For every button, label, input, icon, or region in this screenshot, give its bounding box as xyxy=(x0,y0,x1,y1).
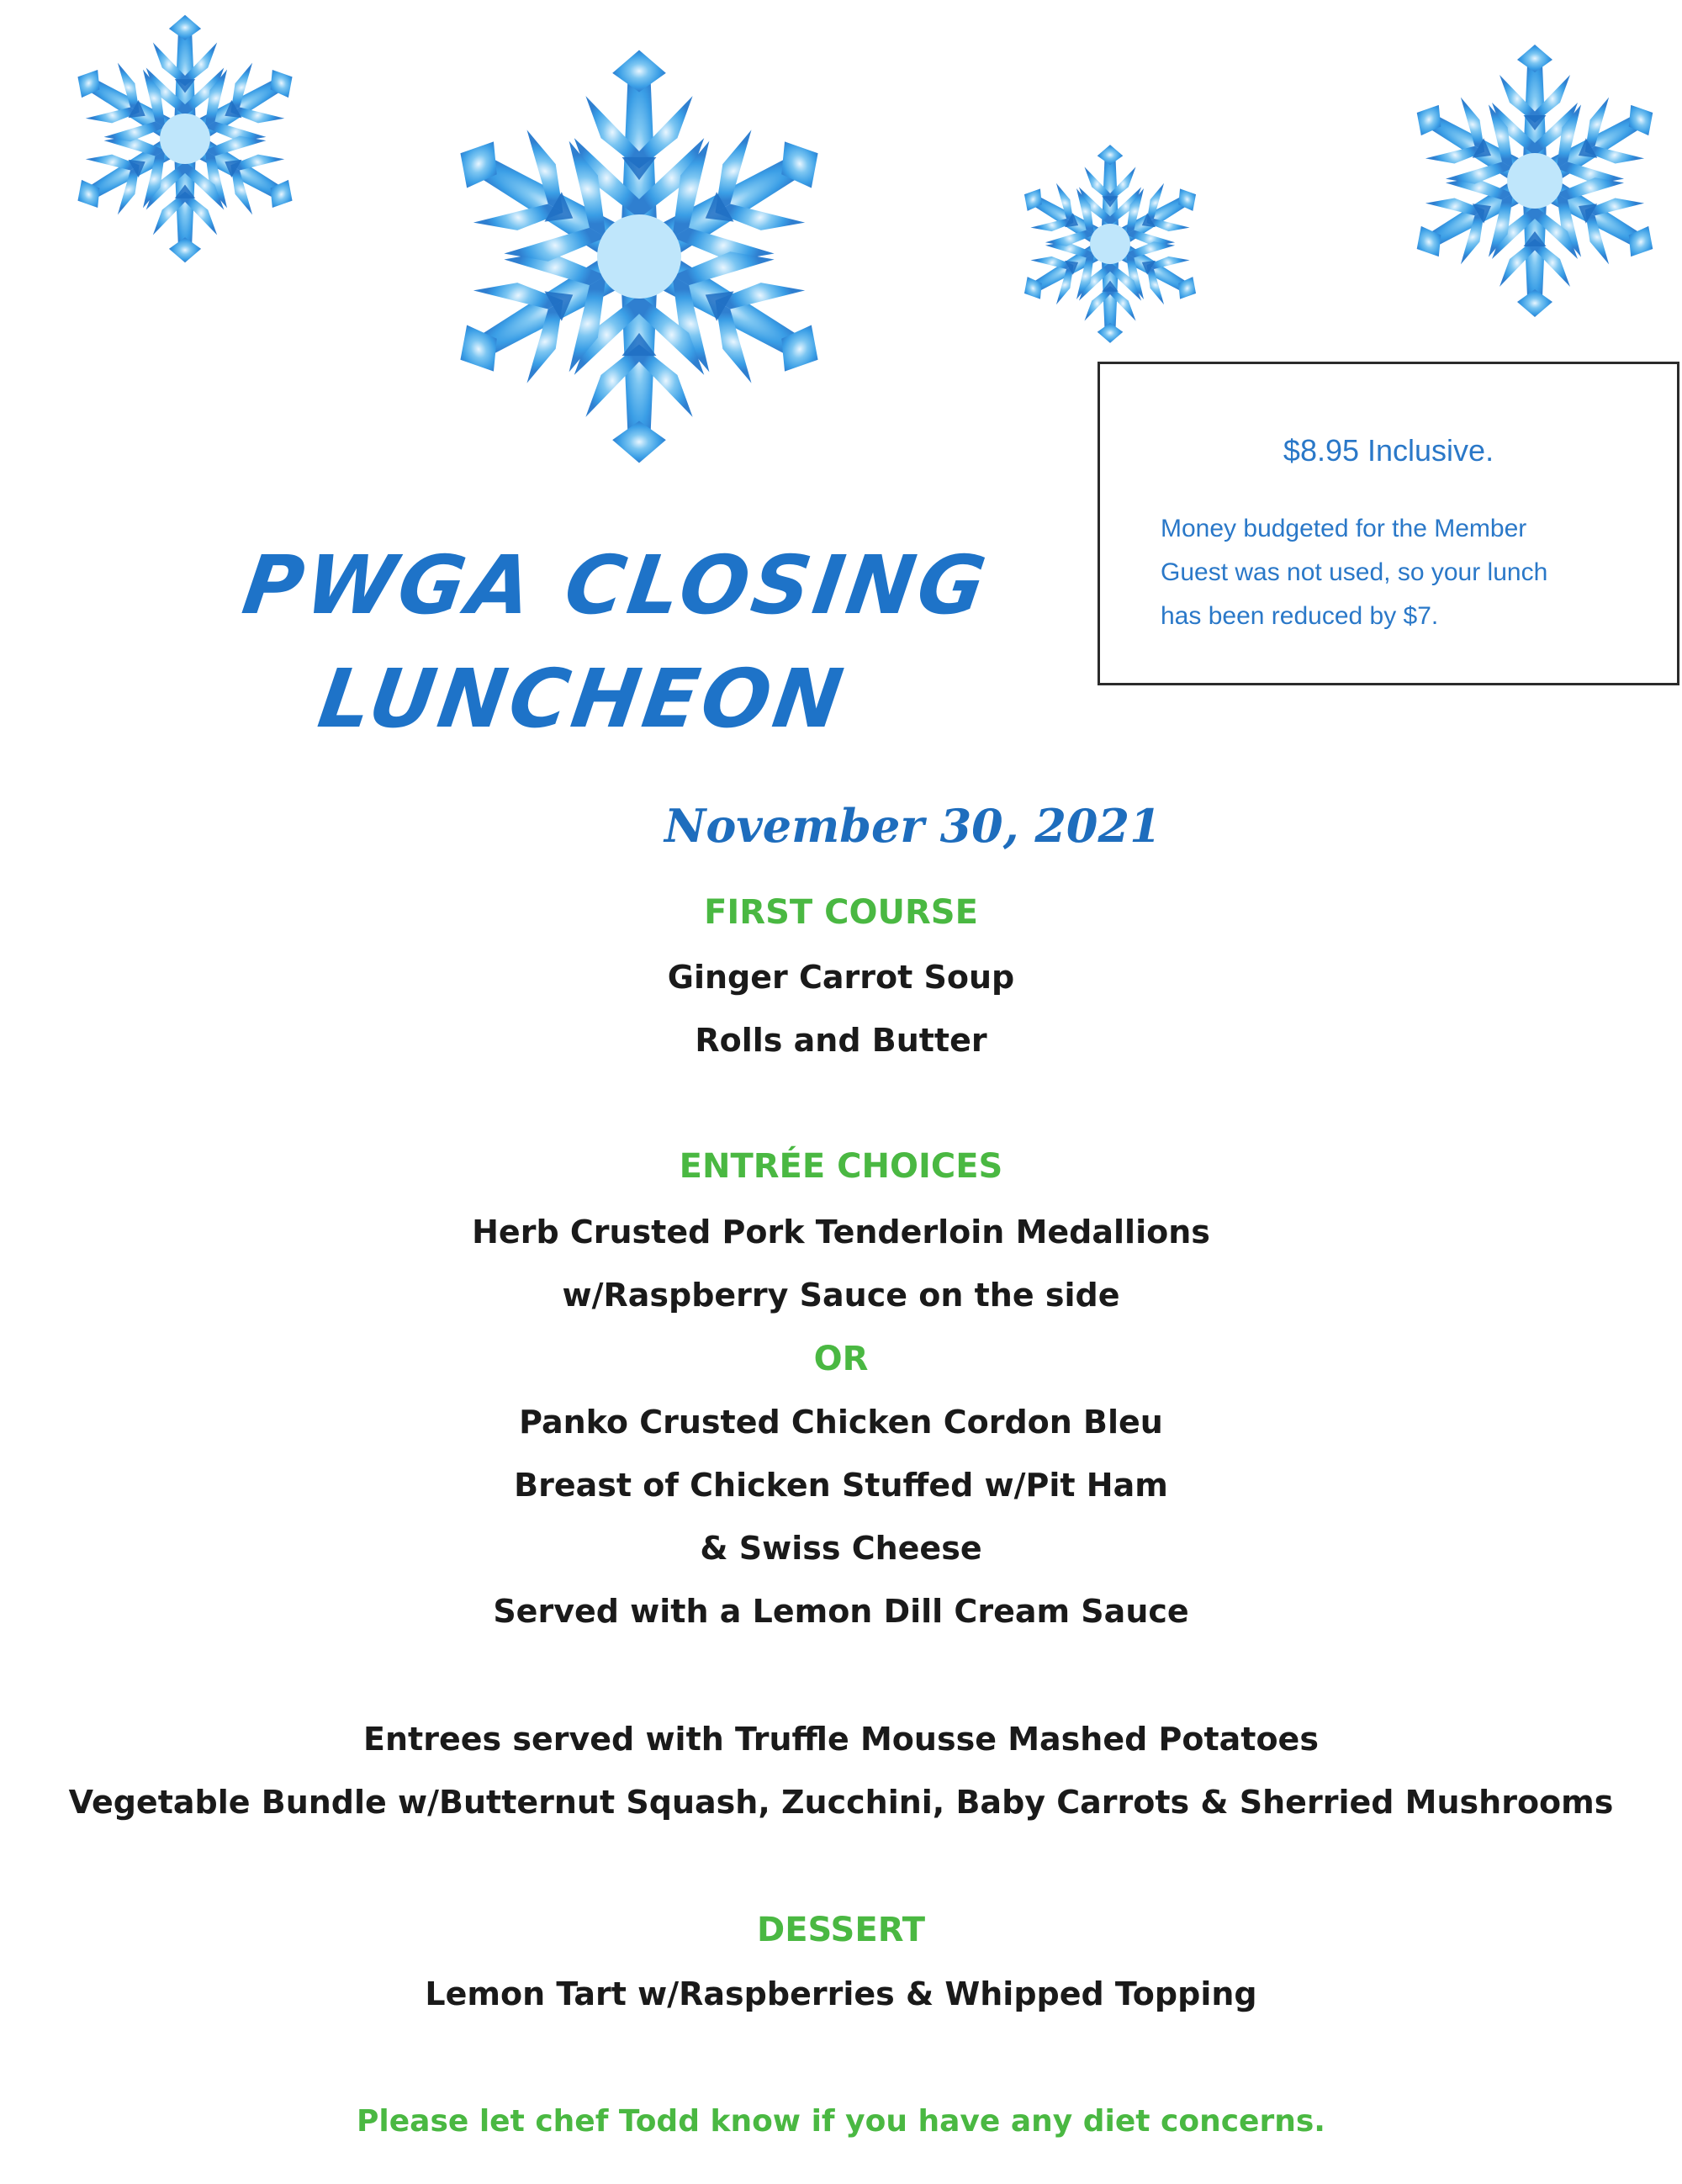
price-note xyxy=(1161,507,1632,638)
menu-item: Ginger Carrot Soup xyxy=(667,959,1015,996)
menu-item: Lemon Tart w/Raspberries & Whipped Topping xyxy=(425,1975,1257,2012)
or-label: OR xyxy=(813,1340,869,1378)
snowflake-icon xyxy=(59,13,311,265)
diet-note: Please let chef Todd know if you have any diet concerns. xyxy=(357,2104,1325,2139)
event-date: November 30, 2021 xyxy=(664,799,1161,853)
first-course-heading: FIRST COURSE xyxy=(704,893,978,932)
menu-item: Rolls and Butter xyxy=(695,1022,987,1059)
price-note-line: Guest was not used, so your lunch xyxy=(1161,558,1548,586)
menu-item: Breast of Chicken Stuffed w/Pit Ham xyxy=(514,1467,1168,1504)
title-line-1: PWGA CLOSING xyxy=(237,538,995,632)
price-note-line: Money budgeted for the Member xyxy=(1161,515,1527,542)
snowflake-icon xyxy=(1009,139,1211,349)
sides-line: Entrees served with Truffle Mousse Mashed Potatoes xyxy=(363,1721,1319,1758)
menu-item: w/Raspberry Sauce on the side xyxy=(562,1277,1120,1314)
entree-heading: ENTRÉE CHOICES xyxy=(679,1147,1003,1186)
menu-item: & Swiss Cheese xyxy=(700,1530,982,1567)
title-line-2: LUNCHEON xyxy=(313,652,852,746)
price-note-line: has been reduced by $7. xyxy=(1161,602,1439,630)
menu-item: Herb Crusted Pork Tenderloin Medallions xyxy=(472,1214,1210,1251)
snowflake-icon xyxy=(429,29,849,484)
price-box xyxy=(1098,362,1679,685)
snowflake-icon xyxy=(1396,21,1674,341)
menu-item: Panko Crusted Chicken Cordon Bleu xyxy=(519,1404,1163,1441)
sides-line: Vegetable Bundle w/Butternut Squash, Zucchini, Baby Carrots & Sherried Mushrooms xyxy=(68,1784,1614,1821)
dessert-heading: DESSERT xyxy=(757,1911,925,1949)
price-text: $8.95 Inclusive. xyxy=(1283,433,1494,468)
menu-item: Served with a Lemon Dill Cream Sauce xyxy=(493,1593,1189,1630)
